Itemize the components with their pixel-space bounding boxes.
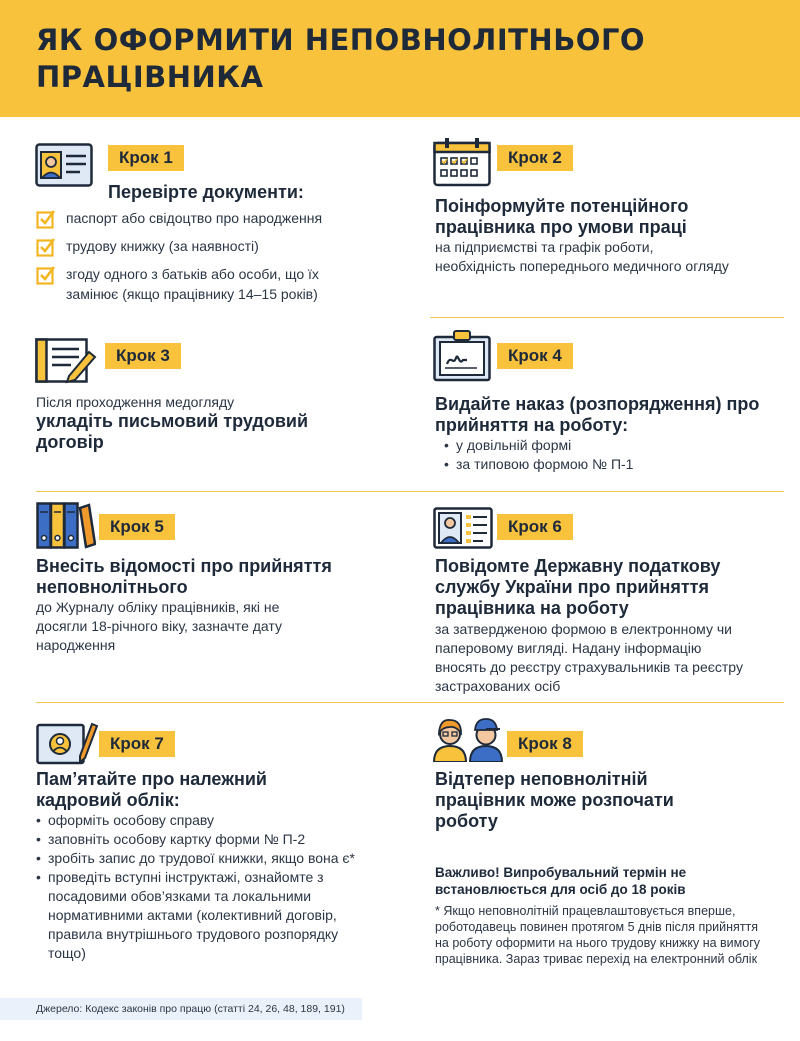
step-badge-7: Крок 7 [99,731,175,757]
step-2-heading: Поінформуйте потенційного працівника про умови праці [435,196,689,237]
calendar-icon [433,137,491,192]
list-item: • за типовою формою № П-1 [444,455,764,474]
header-banner [0,0,800,117]
check-item-text: паспорт або свідоцтво про народження [66,210,323,226]
step-7-heading: Пам’ятайте про належний кадровий облік: [36,769,267,810]
profile-card-pencil-icon [36,720,98,771]
step-6-heading: Повідомте Державну податкову службу України про прийняття працівника на роботу [435,556,721,618]
check-item [36,264,366,304]
step-3-heading: укладіть письмовий трудовий договір [36,411,309,452]
check-item [36,208,406,229]
list-item: • у довільній формі [444,436,764,455]
source-note: Джерело: Кодекс законів про працю (статті 24, 26, 48, 189, 191) [0,998,362,1020]
step-5-text: до Журналу обліку працівників, які не досягли 18-річного віку, зазначте дату народження [36,599,282,653]
step-8-heading: Відтепер неповнолітній працівник може розпочати роботу [435,769,674,831]
step-4-heading: Видайте наказ (розпорядження) про прийняття на роботу: [435,394,760,435]
step-1-heading: Перевірте документи: [108,182,304,202]
checkbox-icon [36,209,56,229]
step-badge-3: Крок 3 [105,343,181,369]
step-badge-6: Крок 6 [497,514,573,540]
step-2-text: на підприємстві та графік роботи, необхідність попереднього медичного огляду [435,239,729,274]
step-5-heading: Внесіть відомості про прийняття неповнолітнього [36,556,332,597]
step-badge-5: Крок 5 [99,514,175,540]
signed-clipboard-icon [433,330,491,387]
list-item: • зробіть запис до трудової книжки, якщо вона є* [36,849,366,868]
document-pen-icon [35,338,97,389]
list-item: • проведіть вступні інструктажі, ознайомте з посадовими обов’язками та локальними нормативними актами (колективний договір, правила внутрішнього трудового розпорядку тощо) [36,868,366,963]
step-badge-2: Крок 2 [497,145,573,171]
step-badge-4: Крок 4 [497,343,573,369]
personnel-file-icon [433,507,493,554]
divider [36,491,784,492]
divider [430,317,784,318]
footnote: * Якщо неповнолітній працевлаштовується вперше, роботодавець повинен протягом 5 днів після прийняття на роботу оформити на нього трудову книжку на вимогу працівника. Зараз триває перехід на електронний облік [435,904,761,966]
step-badge-1: Крок 1 [108,145,184,171]
step-7-bullets [36,811,366,963]
check-item-text: трудову книжку (за наявності) [66,238,259,254]
step-3-intro: Після проходження медогляду [36,394,235,410]
id-card-icon [35,143,93,192]
checkbox-icon [36,237,56,257]
check-item [36,236,406,257]
step-6-text: за затвердженою формою в електронному чи паперовому вигляді. Надану інформацію вносять до реєстру страхувальників та реєстру застрахованих осіб [435,621,743,694]
step-badge-8: Крок 8 [507,731,583,757]
divider [36,702,784,703]
page-title: ЯК ОФОРМИТИ НЕПОВНОЛІТНЬОГО ПРАЦІВНИКА [36,23,646,94]
workers-icon [432,716,504,767]
list-item: • заповніть особову картку форми № П-2 [36,830,366,849]
step-4-bullets [444,436,764,474]
binders-icon [36,502,96,555]
list-item: • оформіть особову справу [36,811,366,830]
important-note: Важливо! Випробувальний термін не встановлюється для осіб до 18 років [435,865,687,897]
check-item-text: згоду одного з батьків або особи, що їх замінює (якщо працівнику 14–15 років) [66,266,319,302]
checkbox-icon [36,265,56,285]
